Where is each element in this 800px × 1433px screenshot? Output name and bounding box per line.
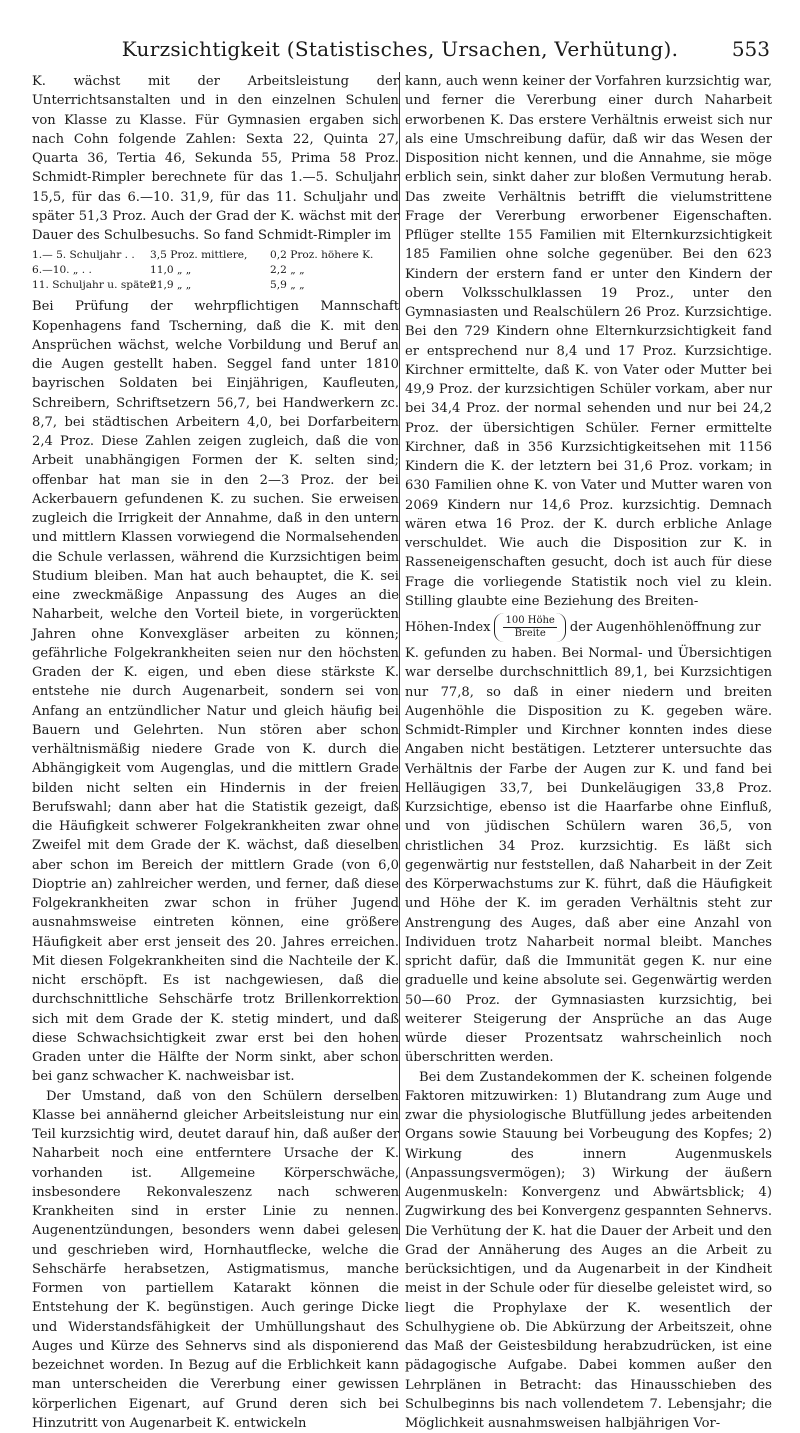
table-cell: 0,2 Proz. höhere K. — [270, 248, 399, 263]
page-number: 553 — [732, 34, 770, 64]
table-cell: 1.— 5. Schuljahr . . — [32, 248, 150, 263]
statistics-table — [32, 248, 399, 293]
table-row — [32, 248, 399, 263]
table-row — [32, 278, 399, 293]
left-column — [32, 72, 399, 1433]
table-cell: 2,2 „ „ — [270, 263, 399, 278]
formula-prefix: Höhen-Index — [405, 618, 490, 637]
page-header — [30, 34, 770, 64]
table-cell: 3,5 Proz. mittlere, — [150, 248, 270, 263]
formula-numerator: 100 Höhe — [503, 615, 556, 628]
table-cell: 5,9 „ „ — [270, 278, 399, 293]
left-paragraph-2: Bei Prüfung der wehrpflichtigen Mannschaft Kopenhagens fand Tscherning, daß die K. mit den Ansprüchen wächst, welche Vorbildung und Beruf an die Augen gestellt haben. Seggel fand unter 1810 bayrischen Soldaten bei Einjährigen, Kaufleuten, Schreibern, Schriftsetzern 56,7, bei Handwerkern zc. 8,7, bei städtischen Arbeitern 4,0, bei Dorfarbeitern 2,4 Proz. Diese Zahlen zeigen zugleich, daß die von Arbeit unabhängigen Formen der K. selten sind; offenbar hat man sie in den 2—3 Proz. der bei Ackerbauern gefundenen K. zu suchen. Sie erweisen zugleich die Irrigkeit der Annahme, daß in den untern und mittlern Klassen vorwiegend die Normalsehenden die Schule verlassen, während die Kurzsichtigen beim Studium bleiben. Man hat auch behauptet, die K. sei eine zweckmäßige Anpassung des Auges an die Naharbeit, welche den Vorteil biete, in vorgerückten Jahren ohne Konvexgläser arbeiten zu können; gefährliche Folgekrankheiten seien nur den höchsten Graden der K. eigen, und eben diese stärkste K. entstehe nie durch Augenarbeit, sondern sei von Anfang an entzündlicher Natur und gleich häufig bei Bauern und Gelehrten. Nun stören aber schon verhältnismäßig niedere Grade von K. durch die Abhängigkeit vom Augenglas, und die mittlern Grade bilden nicht selten ein Hindernis in der freien Berufswahl; dann aber hat die Statistik gezeigt, daß die Häufigkeit schwerer Folgekrankheiten zwar ohne Zweifel mit dem Grade der K. wächst, daß dieselben aber schon im Bereich der mittlern Grade (von 6,0 Dioptrie an) zahlreicher werden, und ferner, daß diese Folgekrankheiten zwar schon in früher Jugend ausnahmsweise eintreten können, eine größere Häufigkeit aber erst jenseit des 20. Jahres erreichen. Mit diesen Folgekrankheiten sind die Nachteile der K. nicht erschöpft. Es ist nachgewiesen, daß die durchschnittliche Sehschärfe trotz Brillenkorrektion sich mit dem Grade der K. stetig mindert, und daß diese Schwachsichtigkeit zwar erst bei den hohen Graden unter die Hälfte der Norm sinkt, aber schon bei ganz schwacher K. nachweisbar ist. — [32, 297, 399, 1086]
table-cell: 6.—10. „ . . — [32, 263, 150, 278]
table-cell: 11. Schuljahr u. später — [32, 278, 150, 293]
index-formula — [405, 613, 772, 642]
formula-fraction — [494, 613, 565, 642]
right-column — [405, 72, 772, 1433]
left-paragraph-1: K. wächst mit der Arbeitsleistung der Unterrichtsanstalten und in den einzelnen Schulen von Klasse zu Klasse. Für Gymnasien ergaben sich nach Cohn folgende Zahlen: Sexta 22, Quinta 27, Quarta 36, Tertia 46, Sekunda 55, Prima 58 Proz. Schmidt-Rimpler berechnete für das 1.—5. Schuljahr 15,5, für das 6.—10. 31,9, für das 11. Schuljahr und später 51,3 Proz. Auch der Grad der K. wächst mit der Dauer des Schulbesuchs. So fand Schmidt-Rimpler im — [32, 72, 399, 245]
table-cell: 11,0 „ „ — [150, 263, 270, 278]
formula-denominator: Breite — [513, 628, 548, 640]
table-cell: 21,9 „ „ — [150, 278, 270, 293]
right-paragraph-1a: kann, auch wenn keiner der Vorfahren kurzsichtig war, und ferner die Vererbung einer durch Naharbeit erworbenen K. Das erstere Verhältnis erweist sich nur als eine Umschreibung dafür, daß wir das Wesen der Disposition nicht kennen, und die Annahme, sie möge erblich sein, sinkt daher zur bloßen Vermutung herab. Das zweite Verhältnis betrifft die vielumstrittene Frage der Vererbung erworbener Eigenschaften. Pflüger stellte 155 Familien mit Elternkurzsichtigkeit 185 Familien ohne solche gegenüber. Bei den 623 Kindern der erstern fand er unter den Kindern der obern Volksschulklassen 19 Proz., unter den Gymnasiasten und Realschülern 26 Proz. Kurzsichtige. Bei den 729 Kindern ohne Elternkurzsichtigkeit fand er entsprechend nur 8,4 und 17 Proz. Kurzsichtige. Kirchner ermittelte, daß K. von Vater oder Mutter bei 49,9 Proz. der kurzsichtigen Schüler vorkam, aber nur bei 34,4 Proz. der normal sehenden und nur bei 24,2 Proz. der übersichtigen Schüler. Ferner ermittelte Kirchner, daß in 356 Kurzsichtigkeitsehen mit 1156 Kindern die K. der letztern bei 31,6 Proz. vorkam; in 630 Familien ohne K. von Vater und Mutter waren von 2069 Kindern nur 14,6 Proz. kurzsichtig. Demnach wären etwa 16 Proz. der K. durch erbliche Anlage verschuldet. Wie auch die Disposition zur K. in Rasseneigenschaften gesucht, doch ist auch für diese Frage die vorliegende Statistik noch viel zu klein. Stilling glaubte eine Beziehung des Breiten- — [405, 72, 772, 611]
column-divider — [399, 72, 400, 1240]
running-title: Kurzsichtigkeit (Statistisches, Ursachen, Verhütung). — [30, 34, 770, 64]
right-paragraph-1b: K. gefunden zu haben. Bei Normal- und Übersichtigen war derselbe durchschnittlich 89,1, bei Kurzsichtigen nur 77,8, so daß in einer niedern und breiten Augenhöhle die Disposition zu K. gegeben wäre. Schmidt-Rimpler und Kirchner konnten indes diese Angaben nicht bestätigen. Letzterer untersuchte das Verhältnis der Farbe der Augen zur K. und fand bei Helläugigen 33,7, bei Dunkeläugigen 33,8 Proz. Kurzsichtige, ebenso ist die Haarfarbe ohne Einfluß, und von jüdischen Schülern waren 36,5, von christlichen 34 Proz. kurzsichtig. Es läßt sich gegenwärtig nur feststellen, daß Naharbeit in der Zeit des Körperwachstums zur K. führt, daß die Häufigkeit und Höhe der K. im geraden Verhältnis steht zur Anstrengung des Auges, daß aber eine Anzahl von Individuen trotz Naharbeit normal bleibt. Manches spricht dafür, daß die Immunität gegen K. nur eine graduelle und keine absolute sei. Gegenwärtig werden 50—60 Proz. der Gymnasiasten kurzsichtig, bei weiterer Steigerung der Ansprüche an das Auge würde dieser Prozentsatz wahrscheinlich noch überschritten werden. — [405, 644, 772, 1068]
table-row — [32, 263, 399, 278]
right-paragraph-2: Bei dem Zustandekommen der K. scheinen folgende Faktoren mitzuwirken: 1) Blutandrang zum Auge und zwar die physiologische Blutfüllung jedes arbeitenden Organs sowie Stauung bei Vorbeugung des Kopfes; 2) Wirkung des innern Augenmuskels (Anpassungsvermögen); 3) Wirkung der äußern Augenmuskeln: Konvergenz und Abwärtsblick; 4) Zugwirkung des bei Konvergenz gespannten Sehnervs. Die Verhütung der K. hat die Dauer der Arbeit und den Grad der Annäherung des Auges an die Arbeit zu berücksichtigen, und da Augenarbeit in der Kindheit meist in der Schule oder für dieselbe geleistet wird, so liegt die Prophylaxe der K. wesentlich der Schulhygiene ob. Die Abkürzung der Arbeitszeit, ohne das Maß der Geistesbildung herabzudrücken, ist eine pädagogische Aufgabe. Dabei kommen außer den Lehrplänen in Betracht: das Hinausschieben des Schulbeginns bis nach vollendetem 7. Lebensjahr; die Möglichkeit ausnahmsweisen halbjährigen Vor- — [405, 1068, 772, 1433]
formula-suffix: der Augenhöhlenöffnung zur — [570, 618, 761, 637]
left-paragraph-3: Der Umstand, daß von den Schülern derselben Klasse bei annähernd gleicher Arbeitsleistung nur ein Teil kurzsichtig wird, deutet darauf hin, daß außer der Naharbeit noch eine entferntere Ursache der K. vorhanden ist. Allgemeine Körperschwäche, insbesondere Rekonvaleszenz nach schweren Krankheiten sind in erster Linie zu nennen. Augenentzündungen, besonders wenn dabei gelesen und geschrieben wird, Hornhautflecke, welche die Sehschärfe herabsetzen, Astigmatismus, manche Formen von partiellem Katarakt können die Entstehung der K. begünstigen. Auch geringe Dicke und Widerstandsfähigkeit der Umhüllungshaut des Auges und Kürze des Sehnervs sind als disponierend bezeichnet worden. In Bezug auf die Erblichkeit kann man unterscheiden die Vererbung einer gewissen körperlichen Eigenart, auf Grund deren sich bei Hinzutritt von Augenarbeit K. entwickeln — [32, 1087, 399, 1433]
